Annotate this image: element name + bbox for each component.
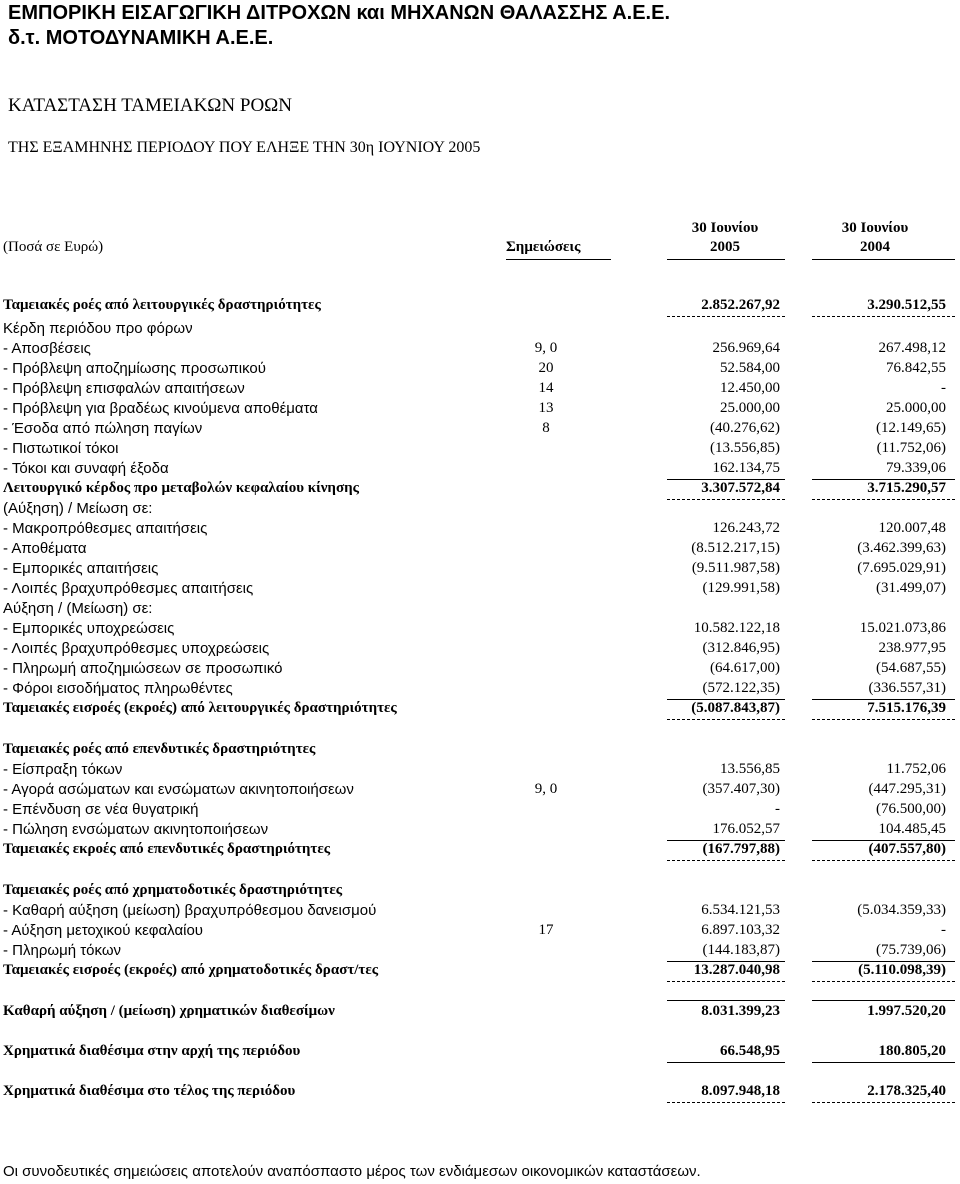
table-row [0, 340, 960, 360]
row-label: Λειτουργικό κέρδος προ μεταβολών κεφαλαίου κίνησης [3, 480, 359, 496]
row-label: - Πληρωμή αποζημιώσεων σε προσωπικό [3, 660, 283, 677]
row-label: - Αύξηση μετοχικού κεφαλαίου [3, 922, 203, 939]
row-label: - Αγορά ασώματων και ενσώματων ακινητοποιήσεων [3, 781, 354, 798]
table-row [0, 380, 960, 400]
row-value-2005: (8.512.217,15) [691, 540, 780, 556]
row-label: Ταμειακές εκροές από επενδυτικές δραστηριότητες [3, 841, 331, 857]
table-row [0, 440, 960, 460]
row-label: - Μακροπρόθεσμες απαιτήσεις [3, 520, 208, 537]
row-value-2004: (75.739,06) [876, 942, 946, 958]
row-value-2004: - [941, 922, 946, 938]
row-value-2004: 238.977,95 [878, 640, 946, 656]
col-2004-header-underline [812, 259, 955, 260]
row-label: - Εμπορικές απαιτήσεις [3, 560, 159, 577]
row-note: 8 [542, 420, 550, 436]
total-rule [667, 981, 785, 982]
row-label: Ταμειακές ροές από επενδυτικές δραστηριότητες [3, 741, 316, 757]
notes-header-underline [506, 259, 611, 260]
row-label: Ταμειακές εισροές (εκροές) από χρηματοδοτικές δραστ/τες [3, 962, 379, 978]
amounts-in-label: (Ποσά σε Ευρώ) [3, 239, 104, 255]
total-rule [812, 860, 955, 861]
row-value-2005: (312.846,95) [702, 640, 780, 656]
row-label: - Εμπορικές υποχρεώσεις [3, 620, 175, 637]
row-label: - Καθαρή αύξηση (μείωση) βραχυπρόθεσμου δανεισμού [3, 902, 377, 919]
row-value-2005: (144.183,87) [702, 942, 780, 958]
row-value-2005: 3.307.572,84 [701, 480, 780, 496]
row-value-2004: 2.178.325,40 [867, 1083, 946, 1099]
row-label: Αύξηση / (Μείωση) σε: [3, 600, 153, 617]
row-value-2004: 180.805,20 [878, 1043, 946, 1059]
row-value-2005: 162.134,75 [712, 460, 780, 476]
row-value-2005: 8.097.948,18 [701, 1083, 780, 1099]
row-value-2005: 13.556,85 [720, 761, 780, 777]
row-value-2004: (12.149,65) [876, 420, 946, 436]
row-value-2004: (5.034.359,33) [857, 902, 946, 918]
col-2005-header-underline [667, 259, 785, 260]
table-row [0, 660, 960, 680]
table-row [0, 560, 960, 580]
row-value-2005: (5.087.843,87) [691, 700, 780, 716]
row-label: Ταμειακές εισροές (εκροές) από λειτουργικές δραστηριότητες [3, 700, 397, 716]
table-row [0, 962, 960, 982]
table-row [0, 1043, 960, 1063]
row-label: - Πρόβλεψη επισφαλών απαιτήσεων [3, 380, 245, 397]
row-value-2004: (11.752,06) [876, 440, 946, 456]
row-label: - Λοιπές βραχυπρόθεσμες απαιτήσεις [3, 580, 254, 597]
table-row [0, 741, 960, 761]
table-row [0, 781, 960, 801]
row-value-2004: 1.997.520,20 [867, 1003, 946, 1019]
col-2005-header-line2: 2005 [710, 239, 740, 255]
table-row [0, 801, 960, 821]
table-row [0, 297, 960, 317]
total-rule [812, 981, 955, 982]
row-value-2005: 13.287.040,98 [693, 962, 780, 978]
row-value-2004: (7.695.029,91) [857, 560, 946, 576]
table-row [0, 420, 960, 440]
row-value-2004: (5.110.098,39) [858, 962, 946, 978]
row-value-2005: (9.511.987,58) [691, 560, 780, 576]
row-value-2005: 66.548,95 [720, 1043, 780, 1059]
row-value-2005: (40.276,62) [710, 420, 780, 436]
total-rule [667, 1000, 785, 1001]
row-value-2005: 6.534.121,53 [701, 902, 780, 918]
row-label: - Πληρωμή τόκων [3, 942, 122, 959]
row-label: - Φόροι εισοδήματος πληρωθέντες [3, 680, 233, 697]
col-2004-header-line1: 30 Ιουνίου [841, 220, 909, 236]
row-value-2004: 15.021.073,86 [859, 620, 946, 636]
row-value-2005: 10.582.122,18 [693, 620, 780, 636]
row-label: - Πώληση ενσώματων ακινητοποιήσεων [3, 821, 269, 838]
row-value-2005: (357.407,30) [702, 781, 780, 797]
total-rule [667, 860, 785, 861]
row-label: - Αποθέματα [3, 540, 87, 557]
row-value-2004: 76.842,55 [886, 360, 946, 376]
row-value-2005: (13.556,85) [710, 440, 780, 456]
table-row [0, 460, 960, 480]
table-row [0, 620, 960, 640]
row-label: Ταμειακές ροές από λειτουργικές δραστηριότητες [3, 297, 321, 313]
row-value-2005: 8.031.399,23 [701, 1003, 780, 1019]
row-value-2005: 176.052,57 [712, 821, 780, 837]
company-trade-name: δ.τ. ΜΟΤΟΔΥΝΑΜΙΚΗ Α.Ε.Ε. [8, 27, 274, 49]
total-rule [812, 1000, 955, 1001]
row-value-2004: 3.290.512,55 [867, 297, 946, 313]
table-row [0, 700, 960, 720]
row-note: 14 [538, 380, 554, 396]
table-row [0, 680, 960, 700]
row-label: - Επένδυση σε νέα θυγατρική [3, 801, 199, 818]
row-label: - Έσοδα από πώληση παγίων [3, 420, 203, 437]
row-value-2005: (167.797,88) [702, 841, 780, 857]
table-row [0, 841, 960, 861]
row-note: 9, 0 [534, 340, 558, 356]
row-value-2004: (76.500,00) [876, 801, 946, 817]
row-label: Κέρδη περιόδου προ φόρων [3, 320, 193, 337]
table-row [0, 520, 960, 540]
report-period: ΤΗΣ ΕΞΑΜΗΝΗΣ ΠΕΡΙΟΔΟΥ ΠΟΥ ΕΛΗΞΕ ΤΗΝ 30η ΙΟΥΝΙΟΥ 2005 [8, 139, 481, 156]
table-row [0, 480, 960, 500]
row-label: - Είσπραξη τόκων [3, 761, 123, 778]
row-value-2005: 2.852.267,92 [701, 297, 780, 313]
table-row [0, 360, 960, 380]
row-value-2005: 25.000,00 [720, 400, 780, 416]
table-row [0, 882, 960, 902]
row-note: 9, 0 [534, 781, 558, 797]
row-value-2004: (31.499,07) [876, 580, 946, 596]
total-rule [812, 1062, 955, 1063]
row-value-2004: 7.515.176,39 [867, 700, 946, 716]
row-value-2004: (54.687,55) [876, 660, 946, 676]
row-value-2005: (64.617,00) [710, 660, 780, 676]
row-note: 17 [538, 922, 554, 938]
table-row [0, 1003, 960, 1023]
row-value-2004: (407.557,80) [868, 841, 946, 857]
row-note: 20 [538, 360, 554, 376]
table-row [0, 320, 960, 340]
col-2005-header-line1: 30 Ιουνίου [691, 220, 759, 236]
row-value-2005: 52.584,00 [720, 360, 780, 376]
row-value-2005: 12.450,00 [720, 380, 780, 396]
row-label: Χρηματικά διαθέσιμα στην αρχή της περιόδου [3, 1043, 301, 1059]
total-rule [812, 719, 955, 720]
row-value-2004: 104.485,45 [878, 821, 946, 837]
table-row [0, 922, 960, 942]
row-label: - Αποσβέσεις [3, 340, 91, 357]
row-value-2004: 25.000,00 [886, 400, 946, 416]
table-row [0, 540, 960, 560]
row-label: - Πρόβλεψη για βραδέως κινούμενα αποθέματα [3, 400, 318, 417]
row-label: Καθαρή αύξηση / (μείωση) χρηματικών διαθεσίμων [3, 1003, 335, 1019]
notes-column-header: Σημειώσεις [506, 239, 581, 255]
row-value-2004: 120.007,48 [878, 520, 946, 536]
row-label: (Αύξηση) / Μείωση σε: [3, 500, 153, 517]
row-value-2004: (3.462.399,63) [857, 540, 946, 556]
table-row [0, 600, 960, 620]
row-note: 13 [538, 400, 554, 416]
total-rule [667, 1062, 785, 1063]
total-rule [667, 1102, 785, 1103]
row-value-2004: 3.715.290,57 [867, 480, 946, 496]
col-2004-header-line2: 2004 [860, 239, 890, 255]
row-value-2004: (336.557,31) [868, 680, 946, 696]
total-rule [667, 719, 785, 720]
total-rule [812, 316, 955, 317]
row-label: - Πρόβλεψη αποζημίωσης προσωπικού [3, 360, 266, 377]
row-value-2005: - [775, 801, 780, 817]
report-title: ΚΑΤΑΣΤΑΣΗ ΤΑΜΕΙΑΚΩΝ ΡΟΩΝ [8, 95, 293, 116]
table-row [0, 580, 960, 600]
table-row [0, 902, 960, 922]
row-value-2004: 267.498,12 [878, 340, 946, 356]
table-row [0, 400, 960, 420]
table-row [0, 942, 960, 962]
row-label: Ταμειακές ροές από χρηματοδοτικές δραστηριότητες [3, 882, 343, 898]
row-value-2004: (447.295,31) [868, 781, 946, 797]
row-value-2005: 256.969,64 [712, 340, 780, 356]
row-value-2005: 126.243,72 [712, 520, 780, 536]
table-row [0, 640, 960, 660]
table-row [0, 500, 960, 520]
row-value-2004: 11.752,06 [886, 761, 946, 777]
company-name: ΕΜΠΟΡΙΚΗ ΕΙΣΑΓΩΓΙΚΗ ΔΙΤΡΟΧΩΝ και ΜΗΧΑΝΩΝ ΘΑΛΑΣΣΗΣ Α.Ε.Ε. [8, 2, 671, 24]
total-rule [812, 1102, 955, 1103]
footer-note: Οι συνοδευτικές σημειώσεις αποτελούν αναπόσπαστο μέρος των ενδιάμεσων οικονομικών καταστάσεων. [3, 1163, 701, 1180]
row-value-2005: 6.897.103,32 [701, 922, 780, 938]
table-row [0, 821, 960, 841]
row-label: - Πιστωτικοί τόκοι [3, 440, 119, 457]
table-row [0, 761, 960, 781]
row-value-2005: (129.991,58) [702, 580, 780, 596]
total-rule [667, 316, 785, 317]
row-value-2004: - [941, 380, 946, 396]
row-value-2005: (572.122,35) [702, 680, 780, 696]
row-value-2004: 79.339,06 [886, 460, 946, 476]
row-label: - Λοιπές βραχυπρόθεσμες υποχρεώσεις [3, 640, 270, 657]
table-row [0, 1083, 960, 1103]
row-label: Χρηματικά διαθέσιμα στο τέλος της περιόδου [3, 1083, 296, 1099]
row-label: - Τόκοι και συναφή έξοδα [3, 460, 169, 477]
